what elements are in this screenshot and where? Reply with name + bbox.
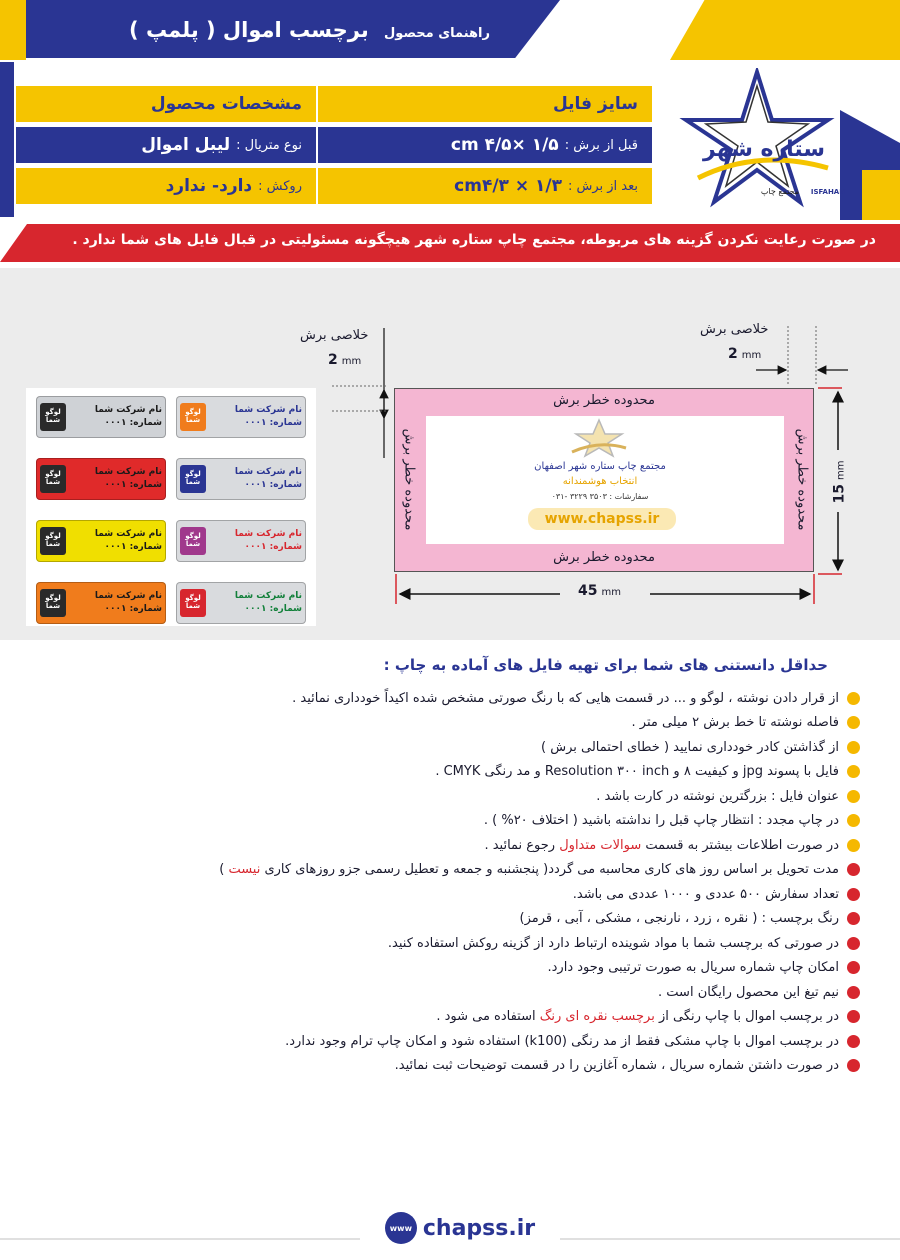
sample-label-logo: لوگو شما bbox=[40, 589, 66, 617]
bullet-dot-icon bbox=[847, 912, 860, 925]
bullet-dot-icon bbox=[847, 986, 860, 999]
note-item bbox=[30, 980, 860, 1005]
card-slogan: انتخاب هوشمندانه bbox=[562, 476, 638, 487]
sample-label-logo: لوگو شما bbox=[40, 403, 66, 431]
page-title-text: برچسب اموال ( پلمپ ) bbox=[129, 18, 369, 42]
bleed-unit-left: mm bbox=[341, 356, 362, 367]
spec-right-accent bbox=[862, 170, 900, 220]
file-size-title bbox=[318, 86, 652, 122]
note-highlight: برچسب نقره ای رنگ bbox=[539, 1009, 655, 1025]
note-text: امکان چاپ شماره سریال به صورت ترتیبی وجود دارد. bbox=[547, 960, 839, 976]
width-unit: mm bbox=[601, 587, 621, 598]
width-dim bbox=[578, 583, 621, 599]
logo-sub: مجتمع چاپ bbox=[760, 187, 800, 196]
note-highlight: سوالات متداول bbox=[559, 837, 642, 853]
bullet-dot-icon bbox=[847, 937, 860, 950]
note-item bbox=[30, 760, 860, 785]
bleed-dim-left bbox=[328, 352, 361, 368]
note-item bbox=[30, 1054, 860, 1079]
logo-city: ISFAHAN bbox=[810, 188, 846, 196]
file-size-title-text: سایز فایل bbox=[552, 94, 638, 114]
sample-label-number: شماره: ۰۰۰۱ bbox=[244, 418, 302, 428]
sample-label-number: شماره: ۰۰۰۱ bbox=[104, 542, 162, 552]
note-text: در برچسب اموال با چاپ رنگی از برچسب نقره ای رنگ استفاده می شود . bbox=[436, 1009, 839, 1025]
height-dim bbox=[831, 461, 847, 504]
note-item bbox=[30, 686, 860, 711]
note-text: در برچسب اموال با چاپ مشکی فقط از مد رنگی (k100) استفاده شود و امکان چاپ ترام وجود ندارد. bbox=[285, 1033, 839, 1049]
note-highlight: نیست bbox=[228, 862, 261, 878]
sample-label-company: نام شرکت شما bbox=[94, 528, 162, 539]
sample-label-company: نام شرکت شما bbox=[234, 466, 302, 477]
note-item bbox=[30, 858, 860, 883]
material-label: نوع متریال : bbox=[236, 137, 302, 153]
after-cut-row bbox=[318, 168, 652, 204]
sample-label-logo: لوگو شما bbox=[180, 403, 206, 431]
notes-title: حداقل دانستنی های شما برای تهیه فایل های آماده به چاپ : bbox=[383, 656, 828, 674]
bleed-label-right: خلاصی برش bbox=[700, 322, 769, 337]
note-text: در چاپ مجدد : انتظار چاپ قبل را نداشته باشید ( اختلاف ۲۰% ) . bbox=[483, 813, 839, 829]
bleed-dim-right bbox=[728, 346, 761, 362]
bleed-value-right: 2 bbox=[728, 346, 738, 362]
sample-label-company: نام شرکت شما bbox=[234, 404, 302, 415]
material-row bbox=[16, 127, 316, 163]
cut-zone-top: محدوده خطر برش bbox=[553, 393, 655, 408]
after-cut-label: بعد از برش : bbox=[567, 178, 638, 194]
after-cut-value: cm۴/۳ × ۱/۳ bbox=[454, 176, 562, 196]
sample-label-company: نام شرکت شما bbox=[94, 404, 162, 415]
sample-label-company: نام شرکت شما bbox=[234, 528, 302, 539]
note-text: در صورتی که برچسب شما با مواد شوینده ارتباط دارد از گزینه روکش استفاده کنید. bbox=[387, 935, 839, 951]
sample-label-company: نام شرکت شما bbox=[94, 590, 162, 601]
sample-label-logo: لوگو شما bbox=[40, 527, 66, 555]
cut-zone-bottom: محدوده خطر برش bbox=[553, 550, 655, 565]
note-text: فاصله نوشته تا خط برش ۲ میلی متر . bbox=[631, 715, 839, 731]
note-item bbox=[30, 735, 860, 760]
note-item bbox=[30, 907, 860, 932]
note-text: از گذاشتن کادر خودداری نمایید ( خطای احتمالی برش ) bbox=[541, 739, 839, 755]
note-text: نیم تیغ این محصول رایگان است . bbox=[658, 984, 839, 1000]
before-cut-label: قبل از برش : bbox=[564, 137, 638, 153]
brand-logo bbox=[668, 68, 846, 208]
coating-label: روکش : bbox=[258, 178, 302, 194]
notes-list bbox=[30, 686, 860, 1078]
bleed-value-left: 2 bbox=[328, 352, 338, 368]
bullet-dot-icon bbox=[847, 888, 860, 901]
note-text: از قرار دادن نوشته ، لوگو و ... در قسمت هایی که با رنگ صورتی مشخص شده اکیداً خودداری نمائید . bbox=[292, 690, 839, 706]
sample-label-logo: لوگو شما bbox=[40, 465, 66, 493]
product-specs-title bbox=[16, 86, 316, 122]
width-value: 45 bbox=[578, 583, 598, 599]
sample-label-number: شماره: ۰۰۰۱ bbox=[244, 542, 302, 552]
page-title bbox=[110, 18, 490, 42]
material-value: لیبل اموال bbox=[141, 135, 231, 155]
note-text: در صورت داشتن شماره سریال ، شماره آغازین را در قسمت توضیحات ثبت نمائید. bbox=[394, 1058, 839, 1074]
cut-zone-left: محدوده خطر برش bbox=[401, 428, 417, 531]
note-item bbox=[30, 833, 860, 858]
coating-value: دارد- ندارد bbox=[165, 176, 253, 196]
sample-label-logo: لوگو شما bbox=[180, 527, 206, 555]
bullet-dot-icon bbox=[847, 1059, 860, 1072]
height-unit: mm bbox=[835, 460, 847, 480]
bullet-dot-icon bbox=[847, 961, 860, 974]
bullet-dot-icon bbox=[847, 765, 860, 778]
note-item bbox=[30, 1029, 860, 1054]
sample-label-number: شماره: ۰۰۰۱ bbox=[244, 480, 302, 490]
note-item bbox=[30, 882, 860, 907]
bullet-dot-icon bbox=[847, 692, 860, 705]
note-text: عنوان فایل : بزرگترین نوشته در کارت باشد . bbox=[596, 788, 839, 804]
header-yellow-right bbox=[670, 0, 900, 60]
sample-label-number: شماره: ۰۰۰۱ bbox=[104, 418, 162, 428]
note-item bbox=[30, 1005, 860, 1030]
spec-left-strip bbox=[0, 62, 14, 217]
sample-label-logo: لوگو شما bbox=[180, 465, 206, 493]
header-yellow-left bbox=[0, 0, 26, 60]
product-specs-title-text: مشخصات محصول bbox=[150, 94, 302, 114]
card-orders: سفارشات : ۳۵۰۳ ۳۲۲۹ -۰۳۱ bbox=[551, 492, 649, 501]
note-item bbox=[30, 711, 860, 736]
card-logo-icon bbox=[568, 418, 630, 458]
note-text: مدت تحویل بر اساس روز های کاری محاسبه می گردد( پنجشنبه و جمعه و تعطیل رسمی جزو روزهای کاری نیست ) bbox=[219, 862, 839, 878]
warning-text: در صورت رعایت نکردن گزینه های مربوطه، مجتمع چاپ ستاره شهر هیچگونه مسئولیتی در قبال فایل های شما ندارد . bbox=[72, 232, 876, 248]
note-item bbox=[30, 956, 860, 981]
note-item bbox=[30, 784, 860, 809]
bleed-label-left: خلاصی برش bbox=[300, 328, 369, 343]
note-text: رنگ برچسب : ( نقره ، زرد ، نارنجی ، مشکی ، آبی ، قرمز) bbox=[519, 911, 839, 927]
sample-label-number: شماره: ۰۰۰۱ bbox=[244, 604, 302, 614]
note-text: در صورت اطلاعات بیشتر به قسمت سوالات متداول رجوع نمائید . bbox=[484, 837, 839, 853]
note-text: فایل با پسوند jpg و کیفیت ۸ و Resolution ۳۰۰ inch و مد رنگی CMYK . bbox=[435, 764, 839, 780]
bullet-dot-icon bbox=[847, 1035, 860, 1048]
bullet-dot-icon bbox=[847, 814, 860, 827]
note-text: تعداد سفارش ۵۰۰ عددی و ۱۰۰۰ عددی می باشد. bbox=[572, 886, 839, 902]
bullet-dot-icon bbox=[847, 716, 860, 729]
bullet-dot-icon bbox=[847, 741, 860, 754]
footer bbox=[360, 1208, 560, 1248]
before-cut-row bbox=[318, 127, 652, 163]
footer-url[interactable]: chapss.ir bbox=[422, 1215, 536, 1241]
bullet-dot-icon bbox=[847, 839, 860, 852]
note-item bbox=[30, 931, 860, 956]
logo-name: ستاره شهر bbox=[702, 137, 826, 162]
note-item bbox=[30, 809, 860, 834]
sample-label-company: نام شرکت شما bbox=[234, 590, 302, 601]
before-cut-value: cm ۴/۵× ۱/۵ bbox=[450, 135, 559, 155]
sample-label-logo: لوگو شما bbox=[180, 589, 206, 617]
card-company: مجتمع چاپ ستاره شهر اصفهان bbox=[534, 461, 666, 472]
coating-row bbox=[16, 168, 316, 204]
height-value: 15 bbox=[831, 484, 848, 504]
globe-icon: www bbox=[385, 1212, 417, 1244]
card-url: www.chapss.ir bbox=[528, 508, 676, 530]
bleed-unit-right: mm bbox=[741, 350, 762, 361]
bullet-dot-icon bbox=[847, 790, 860, 803]
bullet-dot-icon bbox=[847, 1010, 860, 1023]
sample-label-number: شماره: ۰۰۰۱ bbox=[104, 480, 162, 490]
cut-zone-right: محدوده خطر برش bbox=[794, 428, 810, 531]
sample-label-number: شماره: ۰۰۰۱ bbox=[104, 604, 162, 614]
bullet-dot-icon bbox=[847, 863, 860, 876]
page-subtitle: راهنمای محصول bbox=[384, 26, 490, 41]
sample-label-company: نام شرکت شما bbox=[94, 466, 162, 477]
